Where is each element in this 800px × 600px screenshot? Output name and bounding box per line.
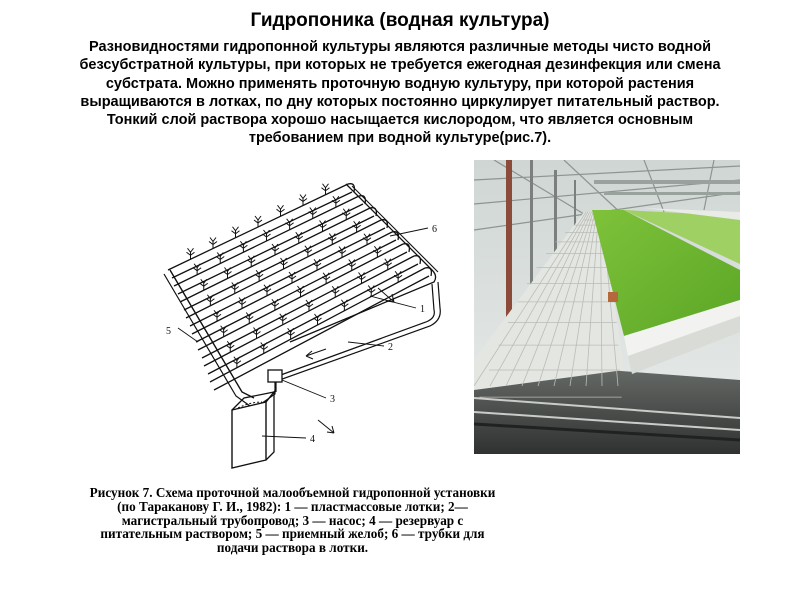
label-2: 2 (388, 342, 393, 353)
greenhouse-photo (474, 160, 740, 454)
caption-line: (по Тараканову Г. И., 1982): 1 — пластмассовые лотки; 2— (117, 498, 468, 514)
intro-line: субстрата. Можно применять проточную водную культуру, при которой растения (105, 75, 695, 92)
label-3: 3 (330, 394, 335, 405)
label-4: 4 (310, 434, 315, 445)
page-title: Гидропоника (водная культура) (250, 10, 550, 31)
intro-line: Тонкий слой раствора хорошо насыщается кислородом, что является основным (106, 112, 694, 129)
label-6: 6 (432, 224, 437, 235)
figure-caption (20, 486, 565, 555)
intro-line: Разновидностями гидропонной культуры являются различные методы чисто водной (88, 39, 712, 55)
caption-line: магистральный трубопровод; 3 — насос; 4 — резервуар с (121, 512, 464, 528)
label-1: 1 (420, 304, 425, 315)
caption-line: питательным раствором; 5 — приемный желоб; 6 — трубки для (100, 526, 485, 542)
intro-line: безсубстратной культуры, при которых не требуется ежегодная дезинфекция или смена (79, 57, 721, 74)
caption-line: Рисунок 7. Схема проточной малообъемной гидропонной установки (89, 485, 496, 500)
intro-text (50, 38, 750, 148)
intro-line: требованием при водной культуре(рис.7). (248, 130, 552, 147)
hydroponic-scheme-diagram (158, 170, 448, 480)
label-5: 5 (166, 326, 171, 337)
caption-line: подачи раствора в лотки. (216, 540, 369, 556)
intro-line: выращиваются в лотках, по дну которых постоянно циркулирует питательный раствор. (80, 93, 720, 110)
